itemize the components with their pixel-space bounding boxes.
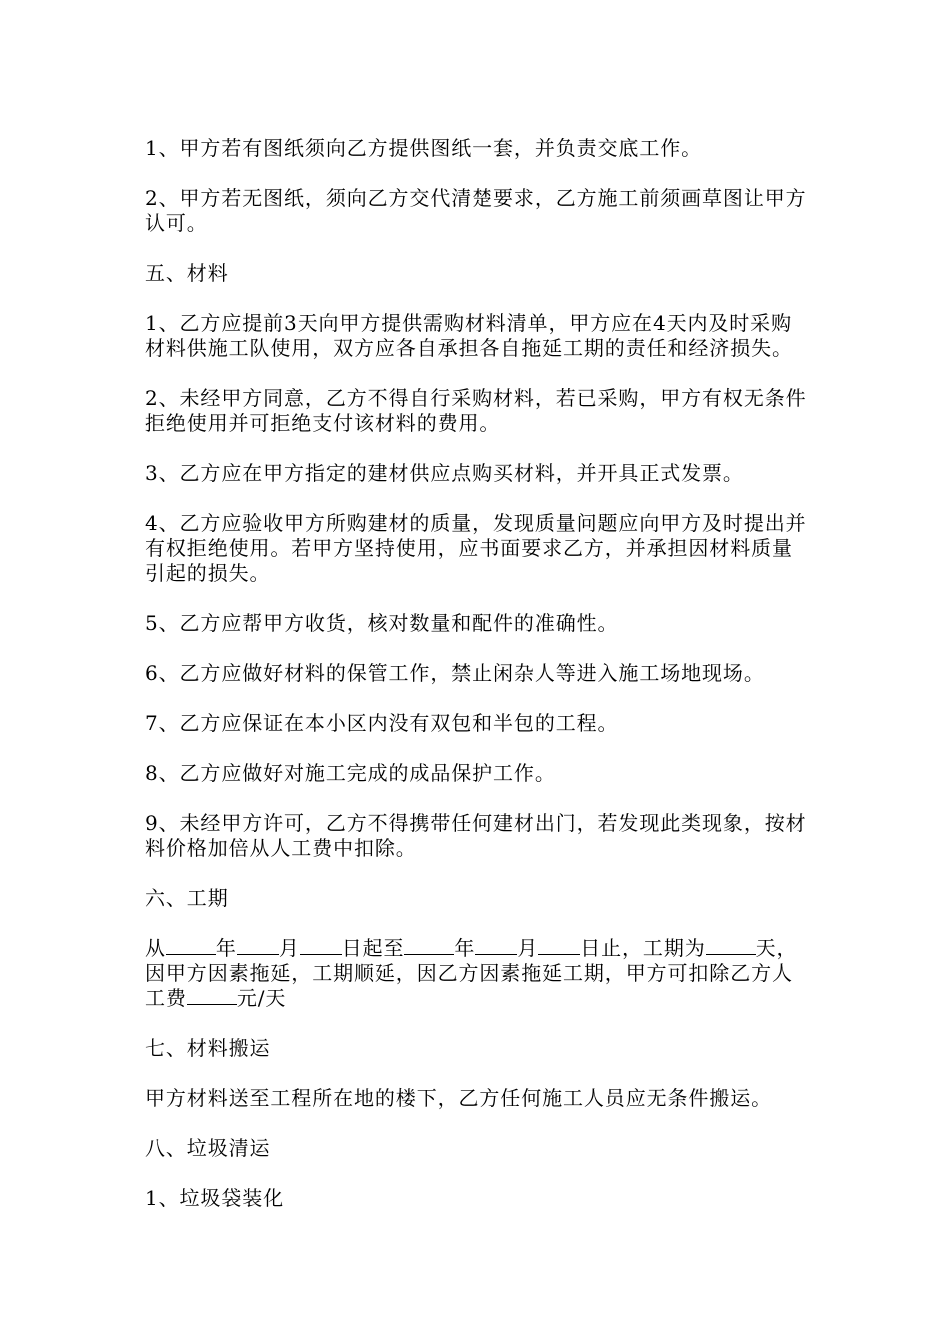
paragraph-no-removal: 9、未经甲方许可，乙方不得携带任何建材出门，若发现此类现象，按材料价格加倍从人工费中扣除。 <box>145 811 807 860</box>
start-month-blank[interactable] <box>237 936 279 955</box>
paragraph-no-drawings: 2、甲方若无图纸，须向乙方交代清楚要求，乙方施工前须画草图让甲方认可。 <box>145 186 807 235</box>
duration-days-blank[interactable] <box>706 936 756 955</box>
section-heading-waste: 八、垃圾清运 <box>145 1136 271 1160</box>
schedule-end-year-label: 年 <box>454 936 476 960</box>
paragraph-materials-list: 1、乙方应提前3天向甲方提供需购材料清单，甲方应在4天内及时采购材料供施工队使用，双方应各自承担各自拖延工期的责任和经济损失。 <box>145 311 793 360</box>
start-day-blank[interactable] <box>300 936 342 955</box>
start-year-blank[interactable] <box>166 936 216 955</box>
paragraph-no-subcontract: 7、乙方应保证在本小区内没有双包和半包的工程。 <box>145 711 619 735</box>
end-day-blank[interactable] <box>538 936 580 955</box>
paragraph-quality-inspection: 4、乙方应验收甲方所购建材的质量，发现质量问题应向甲方及时提出并有权拒绝使用。若甲方坚持使用，应书面要求乙方，并承担因材料质量引起的损失。 <box>145 511 807 585</box>
schedule-end-month-label: 月 <box>517 936 539 960</box>
paragraph-receive-goods: 5、乙方应帮甲方收货，核对数量和配件的准确性。 <box>145 611 619 635</box>
paragraph-waste-bagging: 1、垃圾袋装化 <box>145 1186 285 1210</box>
paragraph-finished-protection: 8、乙方应做好对施工完成的成品保护工作。 <box>145 761 556 785</box>
paragraph-drawings-provided: 1、甲方若有图纸须向乙方提供图纸一套，并负责交底工作。 <box>145 136 703 160</box>
paragraph-schedule-terms <box>145 936 810 1011</box>
end-month-blank[interactable] <box>475 936 517 955</box>
paragraph-no-self-purchase: 2、未经甲方同意，乙方不得自行采购材料，若已采购，甲方有权无条件拒绝使用并可拒绝支付该材料的费用。 <box>145 386 807 435</box>
section-heading-materials: 五、材料 <box>145 261 229 285</box>
deduction-unit-label: 元/天 <box>236 986 287 1010</box>
deduction-amount-blank[interactable] <box>187 986 237 1005</box>
section-heading-transport: 七、材料搬运 <box>145 1036 271 1060</box>
section-heading-schedule: 六、工期 <box>145 886 229 910</box>
schedule-from-label: 从 <box>145 936 166 960</box>
paragraph-designated-supplier: 3、乙方应在甲方指定的建材供应点购买材料，并开具正式发票。 <box>145 461 744 485</box>
schedule-delay-terms: 天，因甲方因素拖延，工期顺延，因乙方因素拖延工期，甲方可扣除乙方人工费 <box>145 936 798 1010</box>
schedule-start-label: 日起至 <box>341 936 405 960</box>
end-year-blank[interactable] <box>404 936 454 955</box>
paragraph-transport-terms: 甲方材料送至工程所在地的楼下，乙方任何施工人员应无条件搬运。 <box>145 1086 772 1110</box>
schedule-duration-label: 日止，工期为 <box>580 936 706 960</box>
schedule-year-label: 年 <box>215 936 237 960</box>
paragraph-material-storage: 6、乙方应做好材料的保管工作，禁止闲杂人等进入施工场地现场。 <box>145 661 765 685</box>
schedule-month-label: 月 <box>278 936 300 960</box>
document-body <box>145 136 810 1236</box>
